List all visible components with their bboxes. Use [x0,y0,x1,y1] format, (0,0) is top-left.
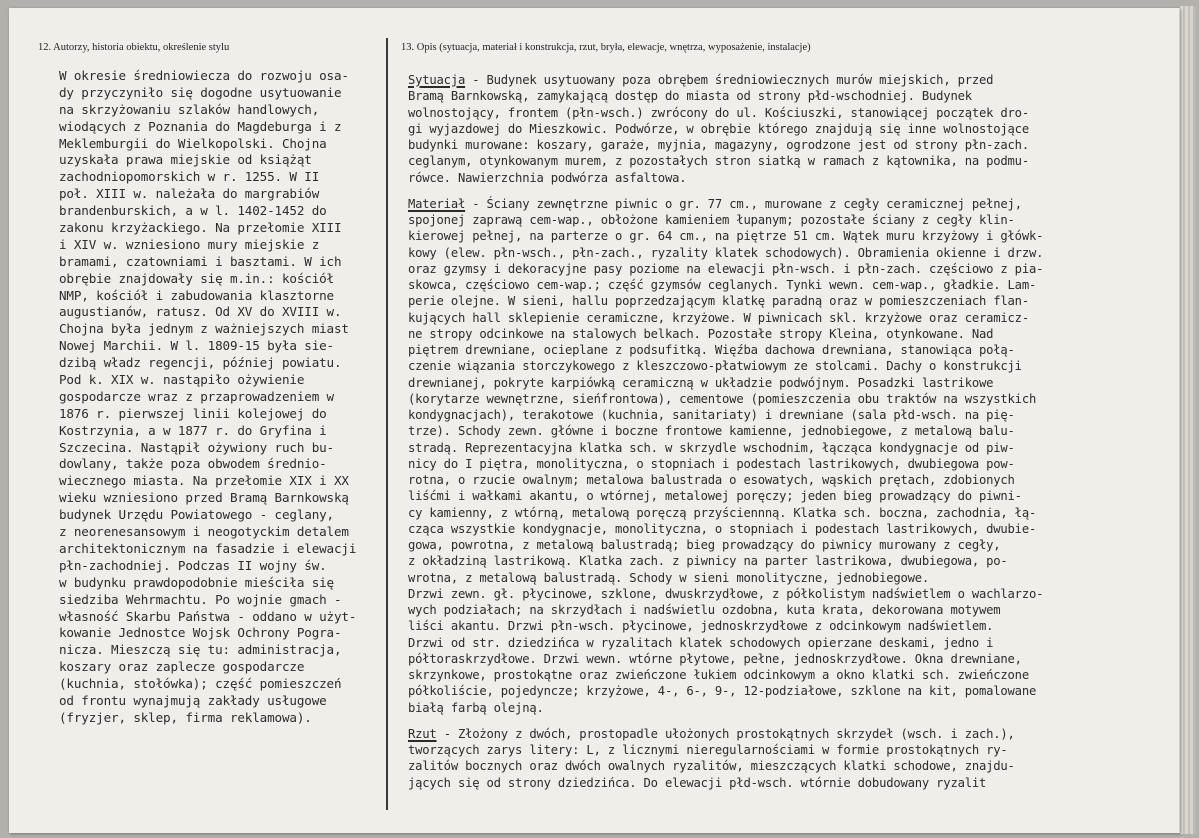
text-line: Drzwi zewn. gł. płycinowe, szklone, dwuskrzydłowe, z półkolistym nadświetlem o wachlarzo- [408,586,1044,601]
page-stack-edge [1180,6,1196,834]
section-label-rzut: Rzut [408,726,437,741]
text-line: drewnianej, pokryte karpiówką ceramiczną w układzie podwójnym. Posadzki lastrikowe [408,375,994,390]
text-line: z okładziną lastrikową. Klatka zach. z piwnicy na parter lastrikowa, dwubiegowa, po- [408,554,1008,569]
text-line: spojonej zaprawą cem-wap., obłożone kamieniem łupanym; pozostałe ściany z cegły klin- [408,213,1015,227]
text-line: tworzących zarys litery: L, z licznymi nieregularnościami w formie prostokątnych ry- [408,743,1008,757]
text-line: Chojna była jednym z ważniejszych miast [59,321,349,337]
text-line: stradą. Reprezentacyjna klatka sch. w skrzydle wschodnim, łącząca kondygnacje od piw- [408,440,1015,455]
section-sytuacja-first-line [408,72,1043,88]
text-line: Meklemburgii do Wielkopolski. Chojna [59,135,327,151]
text-line: cząca wszystkie kondygnacje, monolityczna, o stopniach i podestach lastrikowych, dwubie- [408,521,1037,536]
text-line: koszary oraz zaplecze gospodarcze [59,659,305,675]
text-line: dzibą władz regencji, później powiatu. [59,355,342,371]
paragraph-gap [408,716,1043,726]
text-line: perie olejne. W sieni, hallu poprzedzającym klatkę paradną oraz w pomieszczeniach flan- [408,294,1029,309]
text-line: uzyskała prawa miejskie od książąt [59,152,312,168]
text-line: (kuchnia, stołówka); część pomieszczeń [59,676,342,692]
text-line: ne stropy odcinkowe na stalowych belkach. Pozostałe stropy Kleina, otynkowane. Nad [408,326,994,341]
text-line: (fryzjer, sklep, firma reklamowa). [59,709,312,725]
text-line: 1876 r. pierwszej linii kolejowej do [59,405,327,421]
text-line: kowanie Jednostce Wojsk Ochrony Pogra- [59,625,342,641]
text-line: liści akantu. Drzwi płn-wsch. płycinowe, jednoskrzydłowe z odcinkowym nadświetlem. [408,619,994,634]
text-line: liśćmi i wałkami akantu, o wtórnej, metalowej poręczy; jeden bieg prowadzący do piwni- [408,489,1022,504]
text-line: Drzwi od str. dziedzińca w ryzalitach klatek schodowych opierzane deskami, jedno i [408,635,994,650]
text-line: wych podziałach; na skrzydłach i nadświetlu ozdobna, kuta krata, dekorowana motywem [408,603,1001,617]
text-line: Szczecina. Nastąpił ożywiony ruch bu- [59,439,334,455]
text-line: czenie wiązania storczykowego z kleszczowo-płatwiowym ze stolcami. Dachy o konstrukcji [408,359,1022,374]
text-line: i XIV w. wzniesiono mury miejskie z [59,236,320,252]
text-line: wrotna, z metalową balustradą. Schody w sieni monolityczne, jednobiegowe. [408,570,930,585]
text-line: architektonicznym na fasadzie i elewacji [59,540,357,556]
text-line: (korytarze wewnętrzne, sieńfrontowa), cementowe (pomieszczenia obu traktów na wszystkich [408,391,1037,406]
text-line: jących się od strony dziedzińca. Do elewacji płd-wsch. wtórnie dobudowany ryzalit [408,775,987,790]
text-line: własność Skarbu Państwa - oddano w użyt- [59,608,357,624]
text-line: Nowej Marchii. W l. 1809-15 była sie- [59,338,334,354]
text-line: w budynku prawdopodobnie mieściła się [59,574,334,590]
text-line: Pod k. XIX w. nastąpiło ożywienie [59,372,305,388]
text-line: od frontu wynajmują zakłady usługowe [59,692,327,708]
right-column-heading: 13. Opis (sytuacja, materiał i konstrukcja, rzut, bryła, elewacje, wnętrza, wyposażenie, instalacje) [401,42,811,53]
text-line: gowa, powrotna, z metalową balustradą; bieg prowadzący do piwnicy murowany z cegły, [408,538,1001,552]
text-line: skowca, częściowo cem-wap.; część gzymsów ceglanych. Tynki wewn. cem-wap., gładkie. Lam- [408,278,1037,292]
text-line: NMP, kościół i zabudowania klasztorne [59,287,334,303]
text-line: zakonu krzyżackiego. Na przełomie XIII [59,220,342,236]
text-line: augustianów, ratusz. Od XV do XVIII w. [59,304,342,320]
section-label-sytuacja: Sytuacja [408,73,466,87]
text-line: obrębie znajdowały się m.in.: kościół [59,270,334,286]
text-line: budynek Urzędu Powiatowego - ceglany, [59,507,334,523]
text-line: bramami, czatowniami i basztami. W ich [59,253,342,269]
history-text [59,68,356,727]
text-line: zalitów bocznych oraz dwóch owalnych ryzalitów, mieszczących klatki schodowe, znajdu- [408,759,1015,774]
text-line: na skrzyżowaniu szlaków handlowych, [59,101,320,117]
text-line: dowlany, także poza obwodem średnio- [59,456,327,472]
text-line: kujących hall sklepienie ceramiczne, krzyżowe. W piwnicach skl. krzyżowe oraz ceramicz- [408,310,1029,325]
text-fragment: - Złożony z dwóch, prostopadle ułożonych prostokątnych skrzydeł (wsch. i zach.), [436,726,1015,741]
section-material-first-line [408,196,1043,212]
text-line: ceglanym, otynkowanym murem, z pozostałych stron siatką w ramach z kątownika, na podmu- [408,154,1029,169]
text-line: wiodących z Poznania do Magdeburga i z [59,118,342,134]
text-line: poł. XIII w. należała do margrabiów [59,186,320,202]
text-line: kierowej pełnej, na parterze o gr. 64 cm., na piętrze 51 cm. Wątek muru krzyżowy i główk- [408,229,1044,244]
text-line: wieku wzniesiono przed Bramą Barnkowską [59,490,349,506]
text-fragment: - Ściany zewnętrzne piwnic o gr. 77 cm., murowane z cegły ceramicznej pełnej, [465,196,1022,211]
text-line: trze). Schody zewn. główne i boczne frontowe kamienne, jednobiegowe, z metalową balu- [408,424,1015,439]
left-column-heading: 12. Autorzy, historia obiektu, określenie stylu [38,42,230,53]
text-line: kondygnacjach), terakotowe (kuchnia, sanitariaty) i drewniane (sala płd-wsch. na pię- [408,408,1015,422]
paragraph-gap [408,186,1043,196]
text-line: kowy (elew. płn-wsch., płn-zach., ryzality klatek schodowych). Obramienia okienne i drzw. [408,245,1044,260]
text-line: W okresie średniowiecza do rozwoju osa- [59,68,349,83]
text-line: rotna, o rzucie owalnym; metalowa balustrada o esowatych, wąskich prętach, zdobionych [408,473,1015,487]
text-line: siedziba Wehrmachtu. Po wojnie gmach - [59,591,342,607]
text-line: gi wyjazdowej do Mieszkowic. Podwórze, w obrębie którego znajdują się inne wolnostojące [408,121,1029,136]
text-line: wiecznego miasta. Na przełomie XIX i XX [59,473,349,489]
section-rzut-first-line [408,726,1043,742]
text-line: zachodniopomorskich w r. 1255. W II [59,169,320,185]
text-line: Bramą Barnkowską, zamykającą dostęp do miasta od strony płd-wschodniej. Budynek [408,89,972,104]
text-line: brandenburskich, a w l. 1402-1452 do [59,203,327,219]
text-line: płn-zachodniej. Podczas II wojny św. [59,557,327,573]
text-line: półkoliście, pojedyncze; krzyżowe, 4-, 6-, 9-, 12-podziałowe, szklone na kit, pomalowane [408,684,1037,699]
column-divider [386,38,388,810]
text-line: półtoraskrzydłowe. Drzwi wewn. wtórne płytowe, pełne, jednoskrzydłowe. Okna drewniane, [408,651,1022,666]
text-line: skrzynkowe, prostokątne oraz zwieńczone łukiem odcinkowym a okno klatki sch. zwieńczone [408,668,1029,682]
text-fragment: - Budynek usytuowany poza obrębem średniowiecznych murów miejskich, przed [465,73,994,87]
text-line: rówce. Nawierzchnia podwórza asfaltowa. [408,170,687,185]
section-label-material: Materiał [408,196,466,211]
text-line: dy przyczyniło się dogodne usytuowanie [59,84,342,100]
text-line: wolnostojący, frontem (płn-wsch.) zwrócony do ul. Kościuszki, stanowiącej początek dro- [408,105,1029,120]
text-line: białą farbą olejną. [408,700,544,715]
description-text [408,72,1043,791]
text-line: cy kamienny, z wtórną, metalową poręczą przyściennną. Klatka sch. boczna, zachodnia, łą- [408,505,1037,520]
text-line: Kostrzynia, a w 1877 r. do Gryfina i [59,422,327,438]
text-line: z neorenesansowym i neogotyckim detalem [59,524,349,540]
text-line: piętrem drewniane, ocieplane z podsufitką. Więźba dachowa drewniana, stanowiąca połą- [408,343,1015,357]
text-line: nicy do I piętra, monolityczna, o stopniach i podestach lastrikowych, dwubiegowa pow- [408,456,1015,471]
text-line: nicza. Mieszczą się tu: administracja, [59,642,342,658]
text-line: gospodarcze wraz z przaprowadzeniem w [59,388,334,404]
text-line: budynki murowane: koszary, garaże, myjnia, magazyny, ogrodzone jest od strony płn-zach. [408,138,1029,152]
text-line: oraz gzymsy i dekoracyjne pasy poziome na elewacji płn-wsch. i płn-zach. częściowo z pia- [408,261,1044,276]
